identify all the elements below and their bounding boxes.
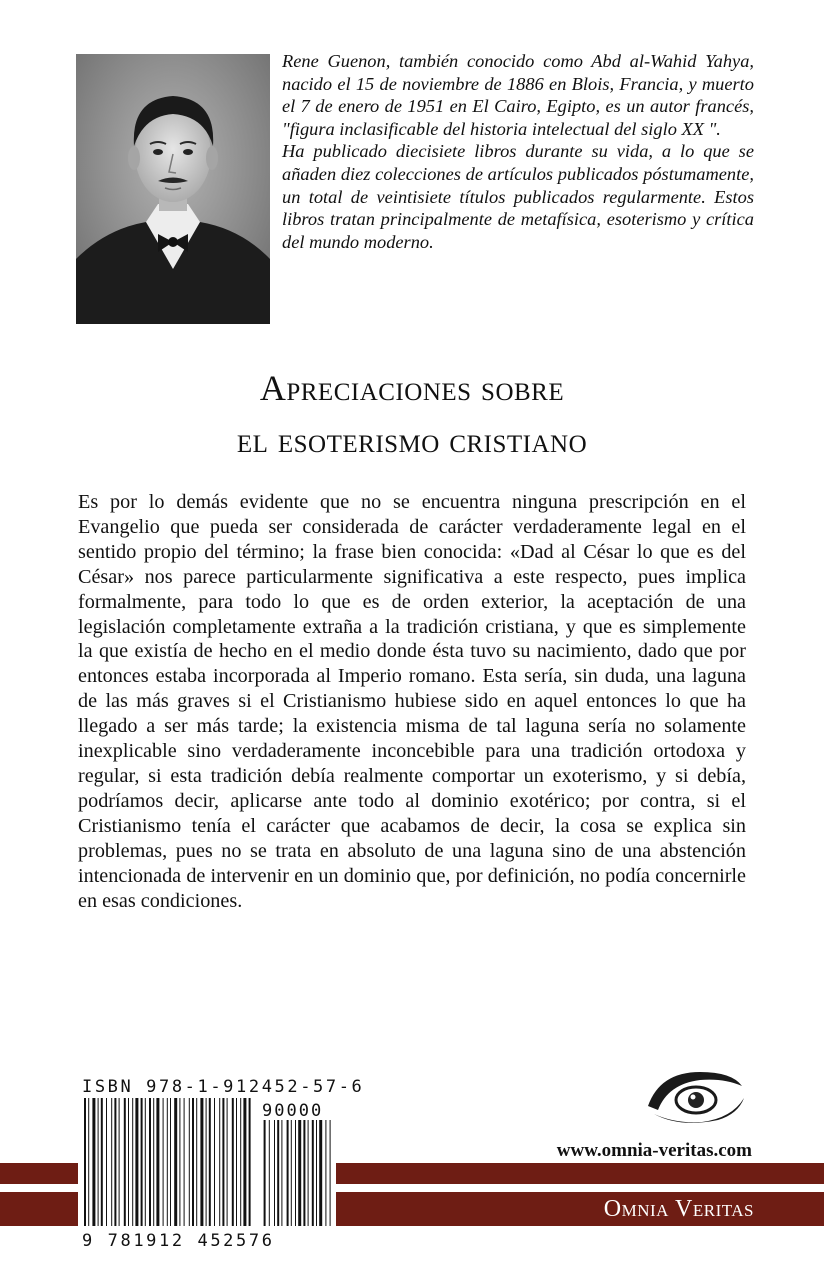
book-title bbox=[0, 362, 824, 466]
barcode-digits: 9 781912 452576 bbox=[82, 1231, 275, 1251]
portrait-icon bbox=[76, 54, 270, 324]
eye-swirl-logo-icon bbox=[640, 1062, 750, 1134]
author-portrait bbox=[76, 54, 270, 324]
isbn-label: ISBN 978-1-912452-57-6 bbox=[82, 1077, 365, 1097]
author-bio bbox=[282, 50, 754, 253]
bio-paragraph-2: Ha publicado diecisiete libros durante su vida, a lo que se añaden diez colecciones de artículos publicados póstumamente, un total de veintisiete títulos publicados regularmente. Estos libros tratan principalmente de metafísica, esoterismo y crítica del mundo moderno. bbox=[282, 141, 754, 252]
book-excerpt: Es por lo demás evidente que no se encuentra ninguna prescripción en el Evangelio que pueda ser considerada de carácter verdaderamente legal en el sentido propio del término; la frase bien conocida: «Dad al César lo que es del César» nos parece particularmente significativa a este respecto, pues implica formalmente, para todo lo que es de orden exterior, la aceptación de una legislación completamente extraña a la tradición cristiana, y que es simplemente la que existía de hecho en el medio donde ésta tuvo su nacimiento, dado que por entonces estaba incorporada al Imperio romano. Esta sería, sin duda, una laguna de las más graves si el Cristianismo hubiese sido en aquel entonces lo que ha llegado a ser más tarde; la existencia misma de tal laguna sería no solamente inexplicable sino verdaderamente inconcebible para una tradición ortodoxa y regular, si esta tradición debía realmente comportar un exoterismo, y si debía, podríamos decir, aplicarse ante todo al dominio exotérico; por contra, si el Cristianismo tenía el carácter que acabamos de decir, la cosa se explica sin problemas, pues no se trata en absoluto de una laguna sino de una abstención intencionada de intervenir en un dominio que, por definición, no podía concernirle en esas condiciones. bbox=[78, 491, 746, 912]
book-title-line-2: el esoterismo cristiano bbox=[236, 420, 588, 460]
publisher-website[interactable]: www.omnia-veritas.com bbox=[556, 1140, 752, 1161]
price-code: 90000 bbox=[262, 1101, 324, 1121]
bio-paragraph-1: Rene Guenon, también conocido como Abd al-Wahid Yahya, nacido el 15 de noviembre de 1886 en Blois, Francia, y muerto el 7 de enero de 1951 en El Cairo, Egipto, es un autor francés, "figura inclasificable del historia intelectual del siglo XX ". bbox=[282, 51, 754, 139]
publisher-brand: Omnia Veritas bbox=[603, 1196, 754, 1222]
book-title-line-1: Apreciaciones sobre bbox=[259, 368, 565, 408]
